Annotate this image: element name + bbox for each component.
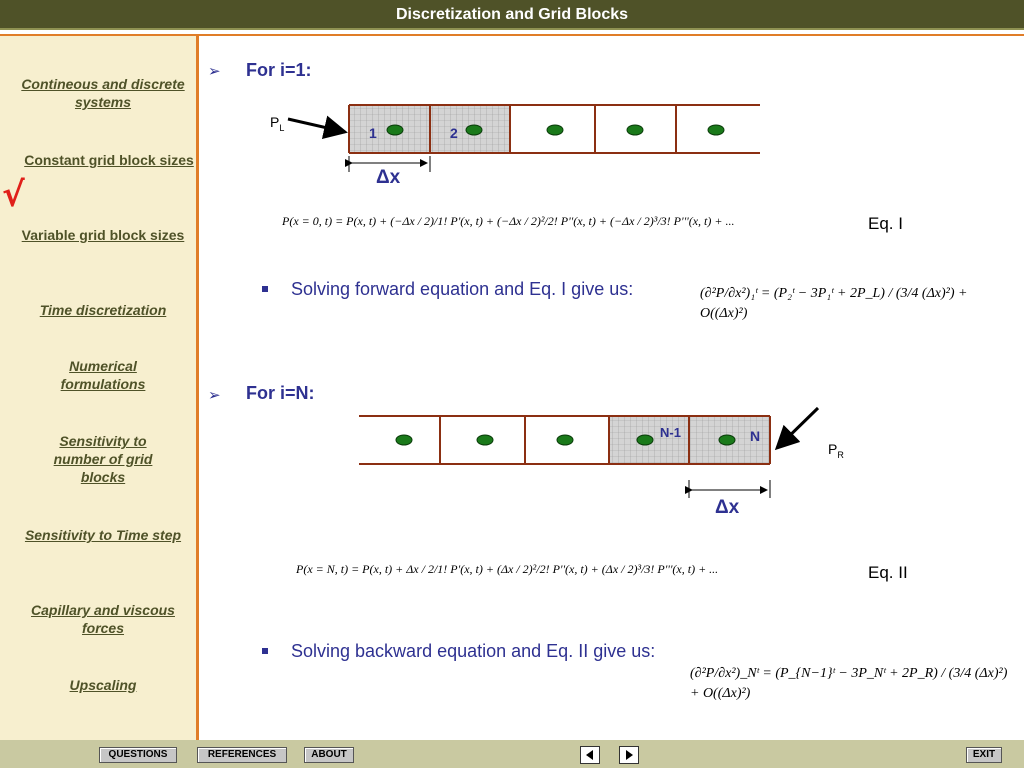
eq-label-2: Eq. II bbox=[868, 563, 908, 582]
page-title: Discretization and Grid Blocks bbox=[395, 6, 629, 23]
sidebar-item-upscaling[interactable]: Upscaling bbox=[69, 677, 137, 693]
grid-row-1 bbox=[288, 105, 760, 172]
section1-heading: For i=1: bbox=[246, 60, 312, 80]
pl-label: $P_L$ bbox=[270, 114, 285, 133]
solving-text-2: Solving backward equation and Eq. II give us: bbox=[291, 641, 656, 661]
grid-node bbox=[477, 435, 493, 445]
grid-row-2 bbox=[359, 408, 818, 498]
triangle-right-icon bbox=[620, 747, 638, 763]
grid-node bbox=[387, 125, 403, 135]
equation-2: P(x = N, t) = P(x, t) + Δx / 2/1! P'(x, t) + (Δx / 2)²/2! P''(x, t) + (Δx / 2)³/3! P'''(x, t) + ... bbox=[296, 562, 719, 576]
square-bullet-icon bbox=[262, 286, 268, 292]
checkmark-icon: √ bbox=[2, 175, 25, 215]
exit-button[interactable]: EXIT bbox=[966, 747, 1002, 763]
result-formula-2: (∂²P/∂x²)_Nᵗ = (P_{N−1}ᵗ − 3P_Nᵗ + 2P_R) / (3/4 (Δx)²) + O((Δx)²) bbox=[690, 666, 1008, 701]
block-label-2: 2 bbox=[450, 125, 458, 141]
arrow-bullet-icon: ➢ bbox=[208, 387, 221, 404]
next-button[interactable] bbox=[619, 746, 639, 764]
sidebar-item-capillary-viscous[interactable]: Capillary and viscous forces bbox=[31, 602, 175, 636]
grid-node bbox=[708, 125, 724, 135]
eq-label-1: Eq. I bbox=[868, 214, 903, 233]
arrow-bullet-icon: ➢ bbox=[208, 63, 221, 80]
sidebar-item-continuous-discrete[interactable]: Contineous and discrete systems bbox=[21, 76, 185, 110]
about-button[interactable]: ABOUT bbox=[304, 747, 354, 763]
sidebar-item-sensitivity-time[interactable]: Sensitivity to Time step bbox=[24, 527, 182, 543]
sidebar-item-time-discretization[interactable]: Time discretization bbox=[39, 302, 167, 318]
square-bullet-icon bbox=[262, 648, 268, 654]
grid-node bbox=[466, 125, 482, 135]
sidebar-item-sensitivity-grid[interactable]: Sensitivity to number of grid blocks bbox=[53, 433, 153, 485]
solving-text-1: Solving forward equation and Eq. I give us: bbox=[291, 279, 634, 299]
grid-node bbox=[627, 125, 643, 135]
questions-button[interactable]: QUESTIONS bbox=[99, 747, 177, 763]
dx-label-2: Δx bbox=[715, 497, 740, 518]
grid-node bbox=[557, 435, 573, 445]
equation-1: P(x = 0, t) = P(x, t) + (−Δx / 2)/1! P'(x, t) + (−Δx / 2)²/2! P''(x, t) + (−Δx / 2)³/3! P'''(x, t) + ... bbox=[282, 214, 735, 228]
sidebar-item-variable-grid[interactable]: Variable grid block sizes bbox=[21, 227, 185, 243]
pr-arrow-icon bbox=[777, 408, 818, 448]
sidebar-item-numerical-formulations[interactable]: Numerical formulations bbox=[60, 358, 146, 392]
grid-node bbox=[637, 435, 653, 445]
block-label-n-minus-1: N-1 bbox=[660, 425, 681, 440]
references-button[interactable]: REFERENCES bbox=[197, 747, 287, 763]
result-formula-1: (∂²P/∂x²)₁ᵗ = (P₂ᵗ − 3P₁ᵗ + 2P_L) / (3/4 (Δx)²) + O((Δx)²) bbox=[700, 286, 968, 321]
triangle-left-icon bbox=[581, 747, 599, 763]
grid-node bbox=[396, 435, 412, 445]
pr-label: $P_R$ bbox=[828, 441, 844, 460]
sidebar-item-constant-grid[interactable]: Constant grid block sizes bbox=[24, 152, 194, 168]
block-label-n: N bbox=[750, 428, 761, 444]
pl-arrow-icon bbox=[288, 119, 345, 132]
previous-button[interactable] bbox=[580, 746, 600, 764]
grid-node bbox=[719, 435, 735, 445]
grid-node bbox=[547, 125, 563, 135]
bottom-toolbar bbox=[0, 740, 1024, 768]
block-label-1: 1 bbox=[369, 125, 377, 141]
section2-heading: For i=N: bbox=[246, 383, 315, 403]
dx-label-1: Δx bbox=[376, 167, 401, 188]
